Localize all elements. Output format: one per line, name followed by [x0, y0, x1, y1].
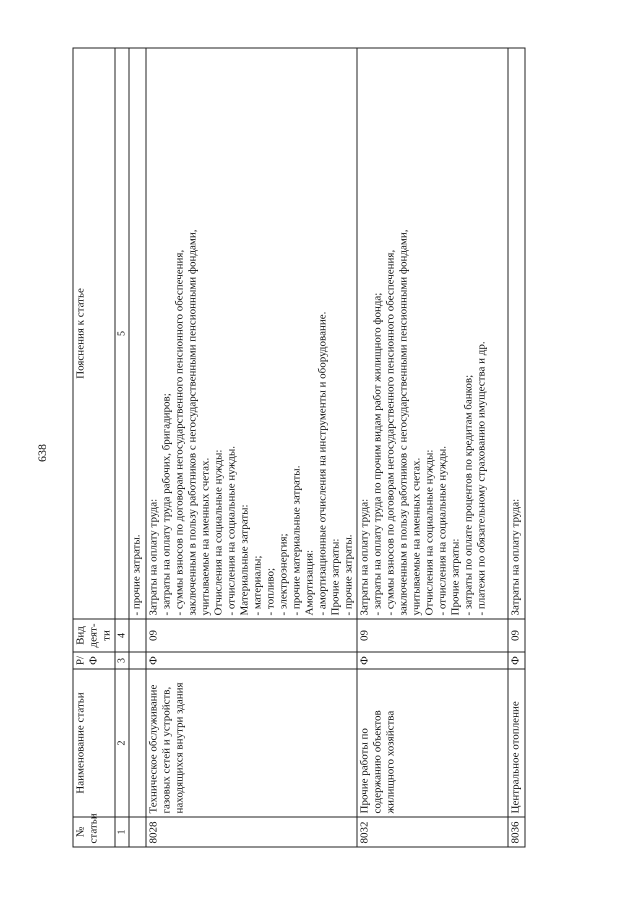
- explanation-line: Затраты на оплату труда:: [509, 498, 522, 616]
- explanation-cell: [129, 48, 146, 619]
- table-row: [357, 48, 508, 847]
- rotated-document-table: [73, 48, 568, 848]
- item-name: [357, 669, 508, 817]
- header-item-name: Наименование статьи: [73, 669, 115, 817]
- explanation-line: - электроэнергия;: [277, 533, 290, 616]
- explanation-line: - затраты на оплату труда рабочих, бригадиров;: [160, 393, 173, 616]
- item-name-line: Центральное отопление: [509, 701, 522, 814]
- column-number: 3: [115, 652, 129, 669]
- explanation-line: - отчисления на социальные нужды.: [436, 446, 449, 616]
- explanation-line: - суммы взносов по договорам негосударственного пенсионного обеспечения,: [173, 249, 186, 616]
- explanation-line: Затраты на оплату труда:: [147, 498, 160, 616]
- expense-items-table: [73, 48, 526, 848]
- explanation-line: - платежи по обязательному страхованию имущества и др.: [475, 341, 488, 616]
- item-rf: Ф: [508, 652, 525, 669]
- explanation-line: - материалы;: [251, 555, 264, 616]
- item-name-line: жилищного хозяйства: [384, 710, 397, 814]
- header-row: [73, 48, 115, 847]
- explanation-line: Прочие затраты:: [329, 538, 342, 616]
- header-explanations: Пояснения к статье: [73, 48, 115, 619]
- column-number-row: [115, 48, 129, 847]
- table-row: [508, 48, 525, 847]
- column-number: 2: [115, 669, 129, 817]
- explanation-line: - амортизационные отчисления на инструменты и оборудование.: [316, 311, 329, 616]
- item-rf: Ф: [357, 652, 508, 669]
- item-code: 8028: [146, 817, 357, 847]
- item-name-line: находящихся внутри здания: [173, 682, 186, 814]
- item-name-line: Техническое обслуживание: [147, 684, 160, 814]
- column-number: 1: [115, 817, 129, 847]
- column-number: 5: [115, 48, 129, 619]
- explanation-line: - суммы взносов по договорам негосударственного пенсионного обеспечения,: [384, 249, 397, 616]
- explanation-line: учитываемые на именных счетах.: [199, 457, 212, 616]
- explanation-line: заключенным в пользу работников с негосударственными пенсионными фондами,: [186, 229, 199, 616]
- explanation-line: - прочие затраты.: [130, 534, 143, 616]
- explanation-line: - затраты на оплату труда по прочим видам работ жилищного фонда;: [371, 292, 384, 616]
- explanation-line: Отчисления на социальные нужды:: [212, 449, 225, 616]
- explanation-cell: [357, 48, 508, 619]
- item-name-line: содержанию объектов: [371, 710, 384, 814]
- explanation-line: Материальные затраты:: [238, 504, 251, 616]
- item-name: [146, 669, 357, 817]
- item-code: 8032: [357, 817, 508, 847]
- item-name-line: Прочие работы по: [358, 728, 371, 814]
- item-rf: Ф: [146, 652, 357, 669]
- header-item-number: № статьи: [73, 817, 115, 847]
- explanation-cell: [508, 48, 525, 619]
- header-activity-type: Вид деят-ти: [73, 619, 115, 652]
- explanation-line: - топливо;: [264, 567, 277, 616]
- explanation-line: - затраты по оплате процентов по кредитам банков;: [462, 374, 475, 616]
- explanation-line: Амортизация:: [303, 549, 316, 616]
- table-row: [146, 48, 357, 847]
- page-number: 638: [35, 444, 49, 462]
- explanation-line: - прочие материальные затраты.: [290, 465, 303, 616]
- table-row-continuation: [129, 48, 146, 847]
- item-activity: 09: [508, 619, 525, 652]
- item-name-line: газовых сетей и устройств,: [160, 686, 173, 814]
- explanation-line: заключенным в пользу работников с негосударственными пенсионными фондами,: [397, 229, 410, 616]
- explanation-line: - прочие затраты.: [342, 534, 355, 616]
- item-activity: 09: [146, 619, 357, 652]
- column-number: 4: [115, 619, 129, 652]
- explanation-line: - отчисления на социальные нужды.: [225, 446, 238, 616]
- explanation-line: Отчисления на социальные нужды:: [423, 449, 436, 616]
- header-rf: Р/ Ф: [73, 652, 115, 669]
- explanation-cell: [146, 48, 357, 619]
- explanation-line: Затраты на оплату труда:: [358, 498, 371, 616]
- item-name: [508, 669, 525, 817]
- item-code: 8036: [508, 817, 525, 847]
- item-activity: 09: [357, 619, 508, 652]
- explanation-line: учитываемые на именных счетах.: [410, 457, 423, 616]
- explanation-line: Прочие затраты:: [449, 538, 462, 616]
